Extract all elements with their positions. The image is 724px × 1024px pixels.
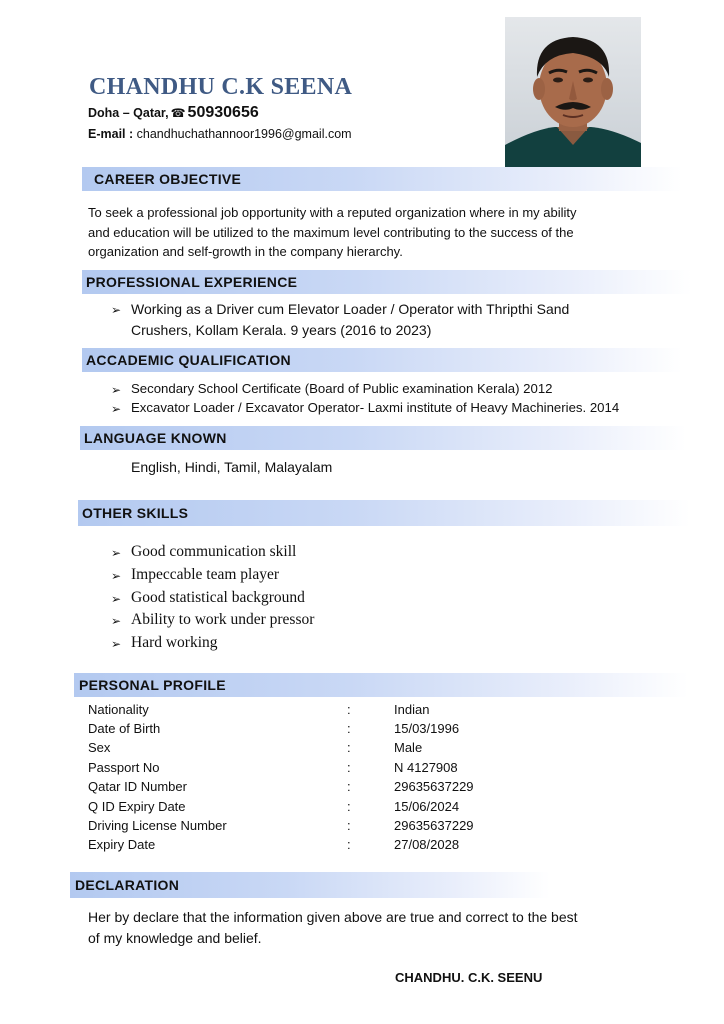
candidate-name: CHANDHU C.K SEENA: [89, 74, 353, 100]
skill-item: Good communication skill: [131, 543, 297, 560]
profile-label: Q ID Expiry Date: [88, 799, 186, 814]
arrow-bullet-icon: ➢: [111, 383, 122, 397]
phone-number: 50930656: [187, 104, 259, 121]
arrow-bullet-icon: ➢: [111, 402, 122, 416]
profile-label: Sex: [88, 740, 111, 755]
signature-name: CHANDHU. C.K. SEENU: [395, 970, 543, 985]
profile-row: [88, 837, 648, 857]
profile-row: [88, 740, 648, 760]
arrow-bullet-icon: ➢: [111, 614, 122, 628]
language-title: LANGUAGE KNOWN: [84, 430, 227, 446]
profile-label: Expiry Date: [88, 837, 156, 852]
profile-colon: :: [347, 779, 351, 794]
profile-photo: [505, 17, 641, 168]
career-objective-line: and education will be utilized to the maximum level contributing to the success of the: [88, 224, 574, 240]
profile-value: Male: [394, 740, 423, 755]
profile-value: 27/08/2028: [394, 837, 460, 852]
declaration-title: DECLARATION: [75, 877, 180, 893]
language-text: English, Hindi, Tamil, Malayalam: [131, 459, 333, 475]
career-objective-line: organization and self-growth in the company hierarchy.: [88, 244, 403, 259]
academic-item: Excavator Loader / Excavator Operator- Laxmi institute of Heavy Machineries. 2014: [131, 400, 620, 415]
arrow-bullet-icon: ➢: [111, 303, 122, 317]
experience-title: PROFESSIONAL EXPERIENCE: [86, 274, 298, 290]
arrow-bullet-icon: ➢: [111, 546, 122, 560]
profile-colon: :: [347, 799, 351, 814]
email-line: [88, 127, 352, 141]
profile-value: 29635637229: [394, 779, 474, 794]
skill-item: Ability to work under pressor: [131, 611, 315, 628]
profile-value: 29635637229: [394, 818, 474, 833]
arrow-bullet-icon: ➢: [111, 637, 122, 651]
profile-label: Nationality: [88, 702, 149, 717]
profile-row: [88, 702, 648, 722]
profile-colon: :: [347, 702, 351, 717]
arrow-bullet-icon: ➢: [111, 569, 122, 583]
profile-value: N 4127908: [394, 760, 458, 775]
career-objective-title: CAREER OBJECTIVE: [94, 171, 242, 187]
profile-row: [88, 818, 648, 838]
profile-row: [88, 799, 648, 819]
telephone-icon: ☎: [170, 106, 186, 120]
profile-colon: :: [347, 740, 351, 755]
skill-item: Good statistical background: [131, 589, 305, 606]
career-objective-line: To seek a professional job opportunity with a reputed organization where in my ability: [88, 205, 577, 220]
skill-item: Hard working: [131, 634, 218, 651]
experience-line: Working as a Driver cum Elevator Loader / Operator with Thripthi Sand: [131, 301, 570, 317]
other-skills-title: OTHER SKILLS: [82, 505, 189, 521]
email-address: chandhuchathannoor1996@gmail.com: [136, 127, 352, 141]
location-text: Doha – Qatar,: [88, 106, 169, 120]
declaration-line: Her by declare that the information given above are true and correct to the best: [88, 909, 578, 925]
profile-row: [88, 779, 648, 799]
career-objective-text: [88, 203, 577, 262]
declaration-text: [88, 907, 578, 949]
profile-row: [88, 760, 648, 780]
skill-item: Impeccable team player: [131, 566, 280, 583]
experience-line: Crushers, Kollam Kerala. 9 years (2016 to 2023): [131, 322, 432, 338]
contact-line: [88, 104, 259, 122]
email-label: E-mail :: [88, 127, 134, 141]
profile-row: [88, 721, 648, 741]
profile-value: 15/06/2024: [394, 799, 460, 814]
profile-label: Qatar ID Number: [88, 779, 187, 794]
profile-label: Passport No: [88, 760, 160, 775]
academic-title: ACCADEMIC QUALIFICATION: [86, 352, 291, 368]
personal-profile-title: PERSONAL PROFILE: [79, 677, 226, 693]
academic-item: Secondary School Certificate (Board of Public examination Kerala) 2012: [131, 381, 553, 396]
profile-value: 15/03/1996: [394, 721, 460, 736]
profile-colon: :: [347, 721, 351, 736]
declaration-line: of my knowledge and belief.: [88, 930, 262, 946]
profile-colon: :: [347, 837, 351, 852]
profile-label: Driving License Number: [88, 818, 227, 833]
profile-value: Indian: [394, 702, 430, 717]
arrow-bullet-icon: ➢: [111, 592, 122, 606]
profile-colon: :: [347, 760, 351, 775]
profile-colon: :: [347, 818, 351, 833]
profile-label: Date of Birth: [88, 721, 161, 736]
